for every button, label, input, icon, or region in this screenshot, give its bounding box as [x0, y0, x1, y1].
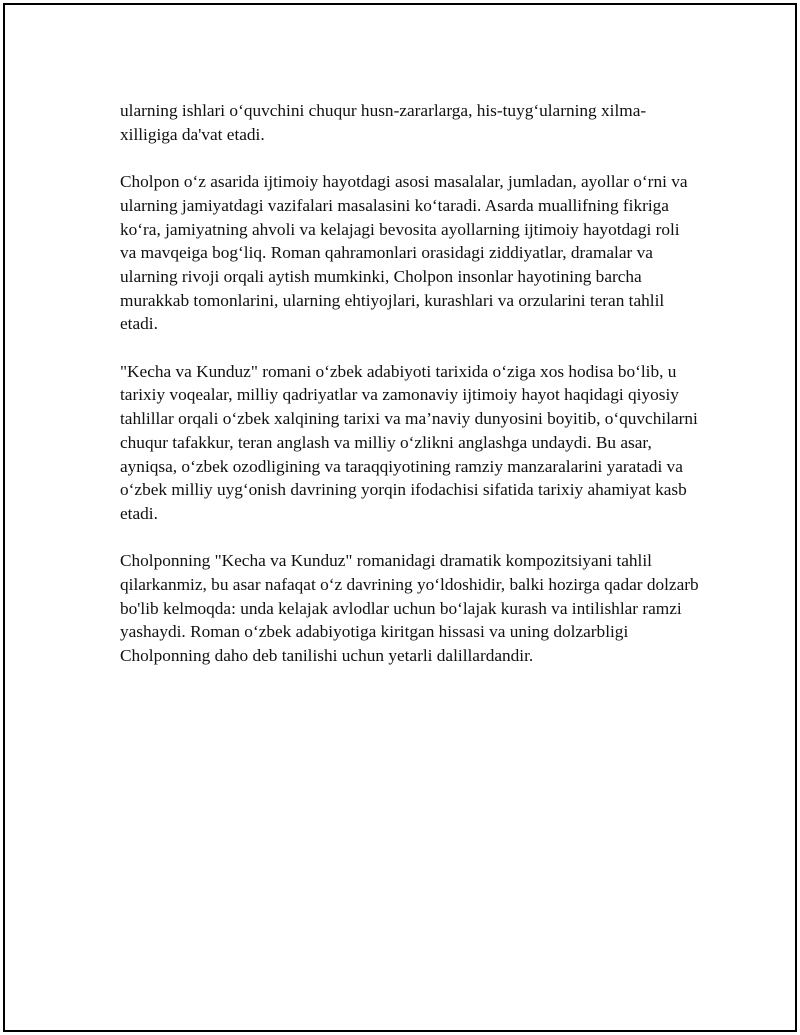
page-frame — [3, 3, 797, 1032]
paragraph-2: Cholpon o‘z asarida ijtimoiy hayotdagi asosi masalalar, jumladan, ayollar o‘rni va ularning jamiyatdagi vazifalari masalasini ko‘taradi. Asarda muallifning fikriga ko‘ra, jamiyatning ahvoli va kelajagi bevosita ayollarning ijtimoiy hayotdagi roli va mavqeiga bog‘liq. Roman qahramonlari orasidagi ziddiyatlar, dramalar va ularning rivoji orqali aytish mumkinki, Cholpon insonlar hayotining barcha murakkab tomonlarini, ularning ehtiyojlari, kurashlari va orzularini teran tahlil etadi. — [120, 172, 688, 334]
paragraph-1: ularning ishlari o‘quvchini chuqur husn-zararlarga, his-tuyg‘ularning xilma-xilligiga da'vat etadi. — [120, 101, 647, 144]
document-body — [120, 99, 700, 692]
paragraph-4: Cholponning "Kecha va Kunduz" romanidagi dramatik kompozitsiyani tahlil qilarkanmiz, bu asar nafaqat o‘z davrining yo‘ldoshidir, balki hozirga qadar dolzarb bo'lib kelmoqda: unda kelajak avlodlar uchun bo‘lajak kurash va intilishlar ramzi yashaydi. Roman o‘zbek adabiyotiga kiritgan hissasi va uning dolzarbligi Cholponning daho deb tanilishi uchun yetarli dalillardandir. — [120, 551, 699, 666]
paragraph-3: "Kecha va Kunduz" romani o‘zbek adabiyoti tarixida o‘ziga xos hodisa bo‘lib, u tarixiy voqealar, milliy qadriyatlar va zamonaviy ijtimoiy hayot haqidagi qiyosiy tahlillar orqali o‘zbek xalqining tarixi va ma’naviy dunyosini boyitib, o‘quvchilarni chuqur tafakkur, teran anglash va milliy o‘zlikni anglashga undaydi. Bu asar, ayniqsa, o‘zbek ozodligining va taraqqiyotining ramziy manzaralarini yaratadi va o‘zbek milliy uyg‘onish davrining yorqin ifodachisi sifatida tarixiy ahamiyat kasb etadi. — [120, 361, 698, 523]
